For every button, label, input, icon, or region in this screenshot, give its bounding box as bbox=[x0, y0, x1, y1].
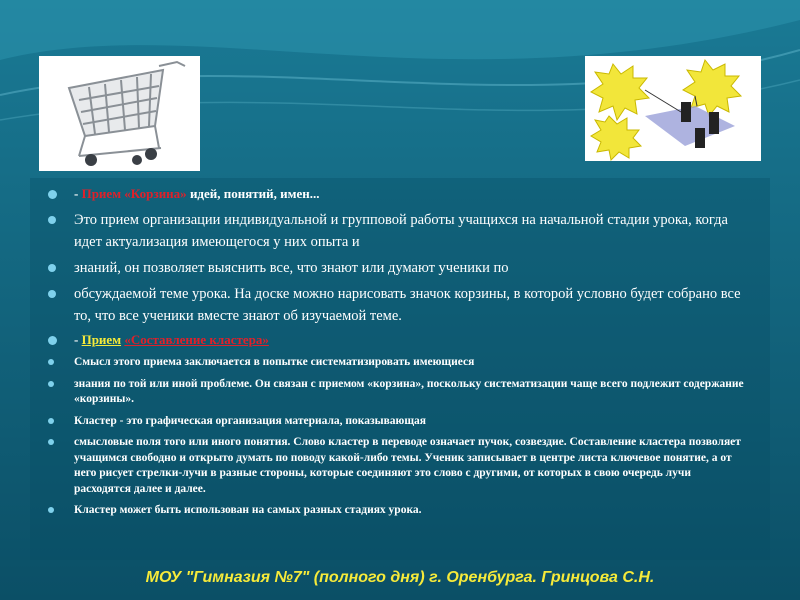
list-item bbox=[48, 377, 748, 408]
heading-prefix: - bbox=[74, 332, 82, 347]
paragraph-text: обсуждаемой теме урока. На доске можно нарисовать значок корзины, в которой условно будет собрано все то, что все ученики вместе знают об изучаемой теме. bbox=[74, 286, 741, 324]
paragraph-text: Это прием организации индивидуальной и групповой работы учащихся на начальной стадии урока, когда идет актуализация имеющегося у них опыта и bbox=[74, 212, 728, 250]
list-item bbox=[48, 435, 748, 497]
bullet-dot bbox=[48, 336, 57, 345]
footer-caption: МОУ "Гимназия №7" (полного дня) г. Оренбурга. Гринцова С.Н. bbox=[145, 569, 655, 586]
heading-basket-title: Прием «Корзина» bbox=[81, 186, 187, 201]
paragraph-text: знаний, он позволяет выяснить все, что знают или думают ученики по bbox=[74, 260, 509, 276]
bullet-dot bbox=[48, 418, 54, 424]
shopping-cart-image bbox=[39, 56, 200, 171]
bullet-dot bbox=[48, 216, 56, 224]
paragraph-text: Смысл этого приема заключается в попытке систематизировать имеющиеся bbox=[74, 356, 475, 368]
list-item bbox=[48, 355, 748, 371]
heading-basket bbox=[48, 185, 748, 203]
heading-prefix: - bbox=[74, 186, 82, 201]
bullet-dot bbox=[48, 507, 54, 513]
bullet-dot bbox=[48, 190, 57, 199]
list-item bbox=[48, 283, 748, 327]
heading-cluster bbox=[48, 331, 748, 349]
heading-basket-rest: идей, понятий, имен... bbox=[186, 186, 320, 201]
paragraph-text: Кластер - это графическая организация материала, показывающая bbox=[74, 414, 427, 427]
list-item bbox=[48, 503, 748, 519]
list-item bbox=[48, 257, 748, 279]
list-item bbox=[48, 414, 748, 430]
slide-content bbox=[48, 185, 748, 525]
bullet-list bbox=[48, 185, 748, 519]
bullet-dot bbox=[48, 264, 56, 272]
paragraph-text: знания по той или иной проблеме. Он связан с приемом «корзина», поскольку систематизации чаще всего подлежит содержание «корзины». bbox=[74, 377, 744, 405]
bullet-dot bbox=[48, 381, 54, 387]
paragraph-text: смысловые поля того или иного понятия. Слово кластер в переводе означает пучок, созвездие. Составление кластера позволяет учащимся свободно и открыто думать по поводу какой-либо темы. Ученик записывает в центре листа ключевое понятие, а от него рисует стрелки-лучи в разные стороны, которые соединяют это слово с другими, от которых в свою очередь лучи расходятся далее и далее. bbox=[74, 436, 741, 495]
bullet-dot bbox=[48, 439, 54, 445]
cluster-diagram-image bbox=[585, 56, 761, 161]
list-item bbox=[48, 209, 748, 253]
bullet-dot bbox=[48, 290, 56, 298]
heading-cluster-word: Прием bbox=[81, 332, 122, 347]
paragraph-text: Кластер может быть использован на самых разных стадиях урока. bbox=[74, 504, 422, 516]
heading-cluster-title: «Составление кластера» bbox=[124, 332, 269, 347]
bullet-dot bbox=[48, 359, 54, 365]
